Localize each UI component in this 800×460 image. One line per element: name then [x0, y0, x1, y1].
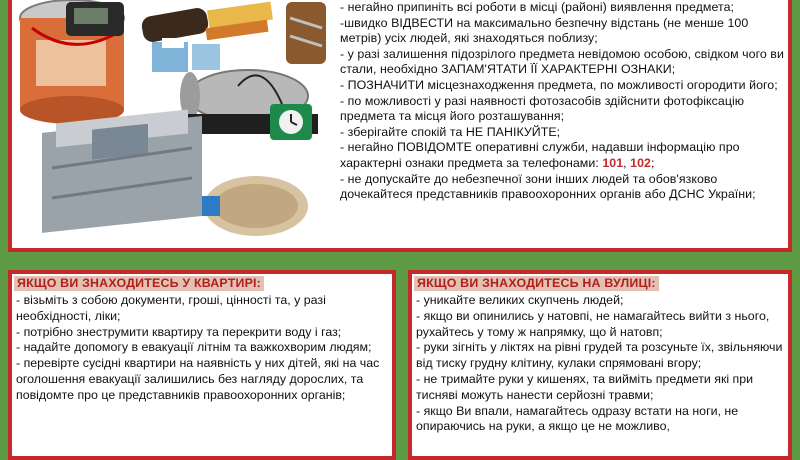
suspicious-objects-photo [12, 0, 338, 252]
instruction-stop-work: - негайно припиніть всі роботи в місці (районі) виявлення предмета; [340, 0, 735, 14]
street-item-arms: - руки зігніть у ліктях на рівні грудей та розсуньте їх, звільняючи від тиску грудну клітину, кулаки спрямовані вгору; [416, 340, 783, 371]
apartment-item-help-elderly: - надайте допомогу в евакуації літнім та важкохворим людям; [16, 340, 372, 355]
street-item-avoid-crowds: - уникайте великих скупчень людей; [416, 293, 624, 307]
instruction-notify-services [340, 140, 786, 171]
top-info-panel [8, 0, 792, 252]
instruction-stay-calm: - зберігайте спокій та НЕ ПАНІКУЙТЕ; [340, 124, 561, 139]
apartment-item-check-neighbors: - перевірте сусідні квартири на наявність у них дітей, які на час оголошення евакуації залишились без нагляду дорослих, та повідомте про це представників правоохоронних органів; [16, 356, 380, 402]
street-heading: ЯКЩО ВИ ЗНАХОДИТЕСЬ НА ВУЛИЦІ: [414, 276, 659, 291]
phone-number-101: 101 [602, 155, 624, 170]
apartment-panel [8, 270, 396, 460]
apartment-heading: ЯКЩО ВИ ЗНАХОДИТЕСЬ У КВАРТИРІ: [14, 276, 264, 291]
general-instructions-list [340, 0, 786, 203]
street-panel [408, 270, 792, 460]
street-item-in-crowd: - якщо ви опинились у натовпі, не намагайтесь вийти з нього, рухайтесь у тому ж напрямку, що й натовп; [416, 308, 770, 339]
explosive-devices-illustration [12, 0, 338, 252]
street-item-pockets: - не тримайте руки у кишенях, та вийміть предмети які при тисняві можуть нанести серйозні травми; [416, 371, 754, 402]
street-item-fallen: - якщо Ви впали, намагайтесь одразу встати на ноги, не опираючись на руки, а якщо це не можливо, [416, 403, 739, 434]
apartment-instructions-list [12, 293, 392, 404]
notify-suffix: ; [650, 155, 655, 170]
instruction-photograph: - по можливості у разі наявності фотозасобів здійснити фотофіксацію предмета та місця його розташування; [340, 93, 745, 124]
notify-text: - негайно ПОВІДОМТЕ оперативні служби, надавши інформацію про характерні ознаки предмета за телефонами: [340, 140, 740, 170]
apartment-item-utilities: - потрібно знеструмити квартиру та перекрити воду і газ; [16, 324, 342, 339]
instruction-evacuate: -швидко ВІДВЕСТИ на максимально безпечну відстань (не менше 100 метрів) усіх людей, які знаходяться поблизу; [340, 15, 749, 46]
instruction-mark-location: - ПОЗНАЧИТИ місцезнаходження предмета, по можливості огородити його; [340, 77, 778, 92]
instruction-remember-signs: - у разі залишення підозрілого предмета невідомою особою, свідком чого ви стали, необхідно ЗАПАМ'ЯТАТИ ЇЇ ХАРАКТЕРНІ ОЗНАКИ; [340, 46, 784, 77]
phone-number-102: 102 [630, 155, 651, 170]
street-instructions-list [412, 293, 788, 435]
phone-separator: , [623, 155, 631, 170]
instruction-wait-authorities: - не допускайте до небезпечної зони інших людей та обов'язково дочекайтеся представників правоохоронних органів або ДСНС України; [340, 171, 756, 202]
apartment-item-documents: - візьміть з собою документи, гроші, цінності та, у разі необхідності, ліки; [16, 293, 326, 323]
